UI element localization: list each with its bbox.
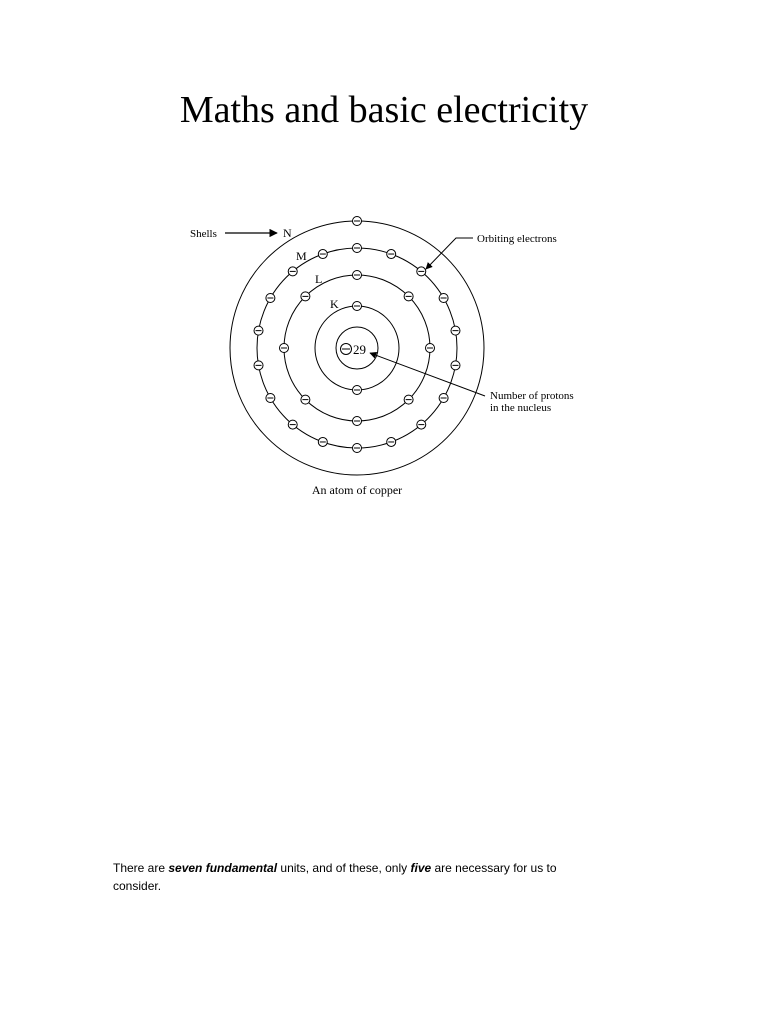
protons-label-line1: Number of protons — [490, 390, 574, 402]
electron-n-1 — [353, 217, 362, 226]
electron-m-11 — [318, 437, 327, 446]
paragraph-text-1: There are — [113, 861, 169, 875]
figure-caption: An atom of copper — [311, 483, 403, 497]
nucleus-count: 29 — [353, 342, 366, 357]
shell-letter-m: M — [296, 249, 307, 263]
emphasis-five: five — [410, 861, 432, 875]
electron-l-7 — [280, 344, 289, 353]
electron-m-18 — [318, 250, 327, 259]
electron-m-2 — [387, 250, 396, 259]
orbiting-electrons-leader — [426, 238, 473, 269]
electron-l-1 — [353, 271, 362, 280]
shell-letter-l: L — [315, 272, 323, 286]
electron-m-5 — [451, 326, 460, 335]
paragraph-text-2: units, and of these, only — [277, 861, 411, 875]
emphasis-seven-fundamental: seven fundamental — [168, 861, 278, 875]
electron-m-16 — [266, 294, 275, 303]
protons-leader — [370, 353, 485, 396]
electron-l-3 — [426, 344, 435, 353]
electron-m-12 — [288, 420, 297, 429]
protons-label-line2: in the nucleus — [490, 402, 552, 414]
electron-m-14 — [254, 361, 263, 370]
electron-k-2 — [353, 386, 362, 395]
nucleus — [341, 342, 367, 357]
electron-m-7 — [439, 394, 448, 403]
electron-l-6 — [301, 395, 310, 404]
electron-m-3 — [417, 267, 426, 276]
shells-label: Shells — [190, 228, 217, 240]
electron-l-4 — [404, 395, 413, 404]
electron-l-8 — [301, 292, 310, 301]
electron-m-9 — [387, 437, 396, 446]
electron-m-15 — [254, 326, 263, 335]
atom-diagram-svg — [180, 208, 600, 508]
atom-diagram — [180, 208, 600, 508]
body-paragraph — [113, 859, 593, 895]
shell-letter-k: K — [330, 297, 339, 311]
page-title: Maths and basic electricity — [179, 89, 589, 131]
electron-m-6 — [451, 361, 460, 370]
orbiting-electrons-label: Orbiting electrons — [477, 233, 557, 245]
electron-m-17 — [288, 267, 297, 276]
electron-k-1 — [353, 302, 362, 311]
electron-l-5 — [353, 417, 362, 426]
electron-m-1 — [353, 244, 362, 253]
electron-m-4 — [439, 294, 448, 303]
electron-m-13 — [266, 394, 275, 403]
electron-m-8 — [417, 420, 426, 429]
shell-letter-n: N — [283, 226, 292, 240]
electron-m-10 — [353, 444, 362, 453]
paragraph-text-3: are necessary for us to consider. — [113, 861, 557, 893]
electron-l-2 — [404, 292, 413, 301]
